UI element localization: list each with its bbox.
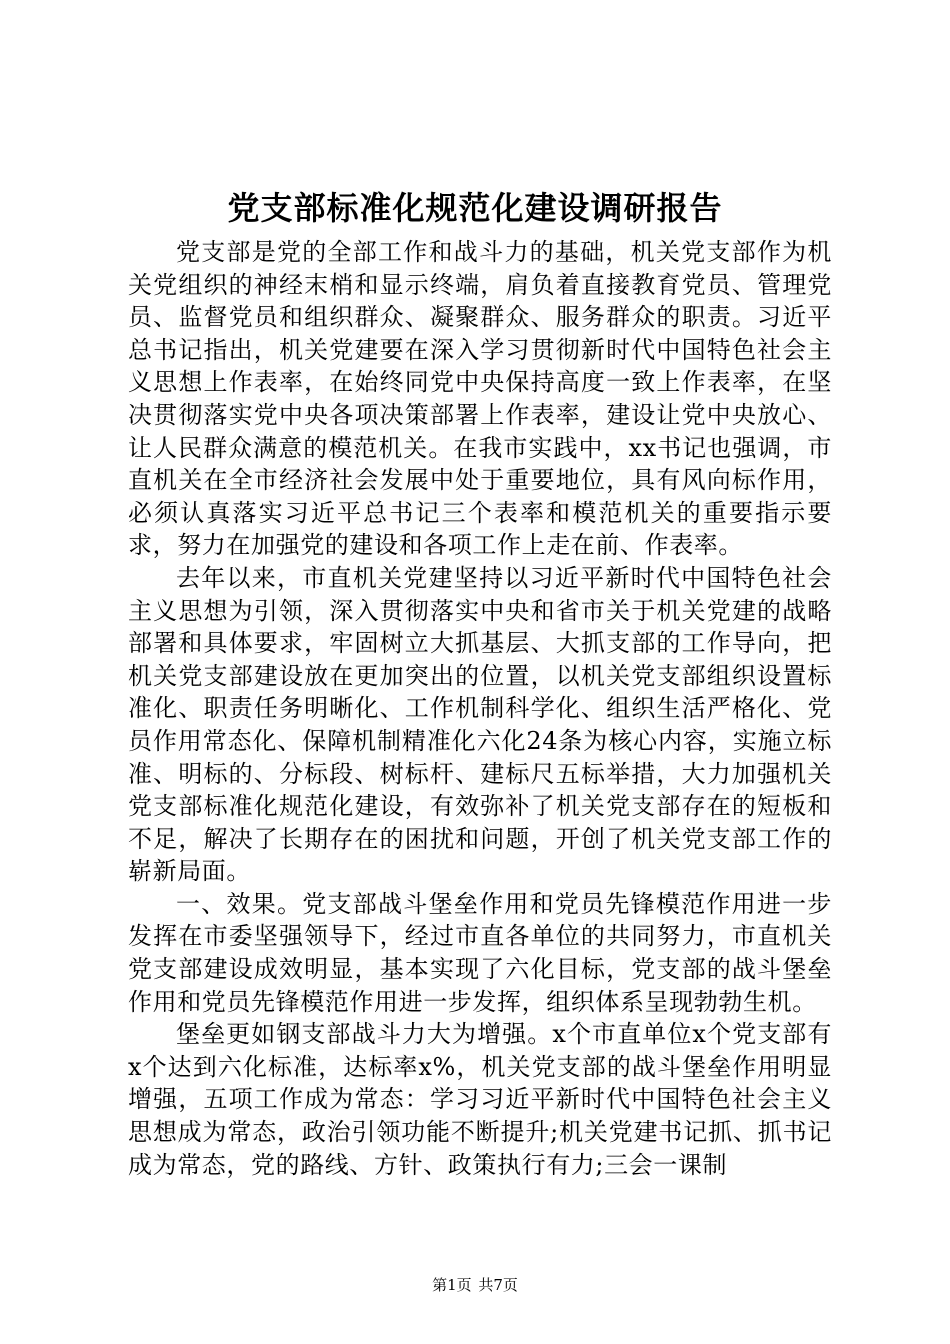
- paragraph-section-one: 一、效果。党支部战斗堡垒作用和党员先锋模范作用进一步发挥在市委坚强领导下，经过市直各单位的共同努力，市直机关党支部建设成效明显，基本实现了六化目标，党支部的战斗堡垒作用和党员先锋模范作用进一步发挥，组织体系呈现勃勃生机。: [128, 889, 832, 1016]
- page-number: 第1页: [432, 1276, 472, 1294]
- paragraph-intro: 党支部是党的全部工作和战斗力的基础，机关党支部作为机关党组织的神经末梢和显示终端，肩负着直接教育党员、管理党员、监督党员和组织群众、凝聚群众、服务群众的职责。习近平总书记指出，机关党建要在深入学习贯彻新时代中国特色社会主义思想上作表率，在始终同党中央保持高度一致上作表率，在坚决贯彻落实党中央各项决策部署上作表率，建设让党中央放心、让人民群众满意的模范机关。在我市实践中，xx书记也强调，市直机关在全市经济社会发展中处于重要地位，具有风向标作用，必须认真落实习近平总书记三个表率和模范机关的重要指示要求，努力在加强党的建设和各项工作上走在前、作表率。: [128, 238, 832, 560]
- page-footer: [0, 1275, 950, 1295]
- paragraph-fortress: 堡垒更如钢支部战斗力大为增强。x个市直单位x个党支部有x个达到六化标准，达标率x%，机关党支部的战斗堡垒作用明显增强，五项工作成为常态：学习习近平新时代中国特色社会主义思想成为常态，政治引领功能不断提升;机关党建书记抓、抓书记成为常态，党的路线、方针、政策执行有力;三会一课制: [128, 1020, 832, 1179]
- document-body: [128, 236, 832, 1181]
- document-title: 党支部标准化规范化建设调研报告: [227, 189, 723, 227]
- page-total: 共7页: [478, 1276, 518, 1294]
- paragraph-background: 去年以来，市直机关党建坚持以习近平新时代中国特色社会主义思想为引领，深入贯彻落实中央和省市关于机关党建的战略部署和具体要求，牢固树立大抓基层、大抓支部的工作导向，把机关党支部建设放在更加突出的位置，以机关党支部组织设置标准化、职责任务明晰化、工作机制科学化、组织生活严格化、党员作用常态化、保障机制精准化六化24条为核心内容，实施立标准、明标的、分标段、树标杆、建标尺五标举措，大力加强机关党支部标准化规范化建设，有效弥补了机关党支部存在的短板和不足，解决了长期存在的困扰和问题，开创了机关党支部工作的崭新局面。: [128, 563, 832, 886]
